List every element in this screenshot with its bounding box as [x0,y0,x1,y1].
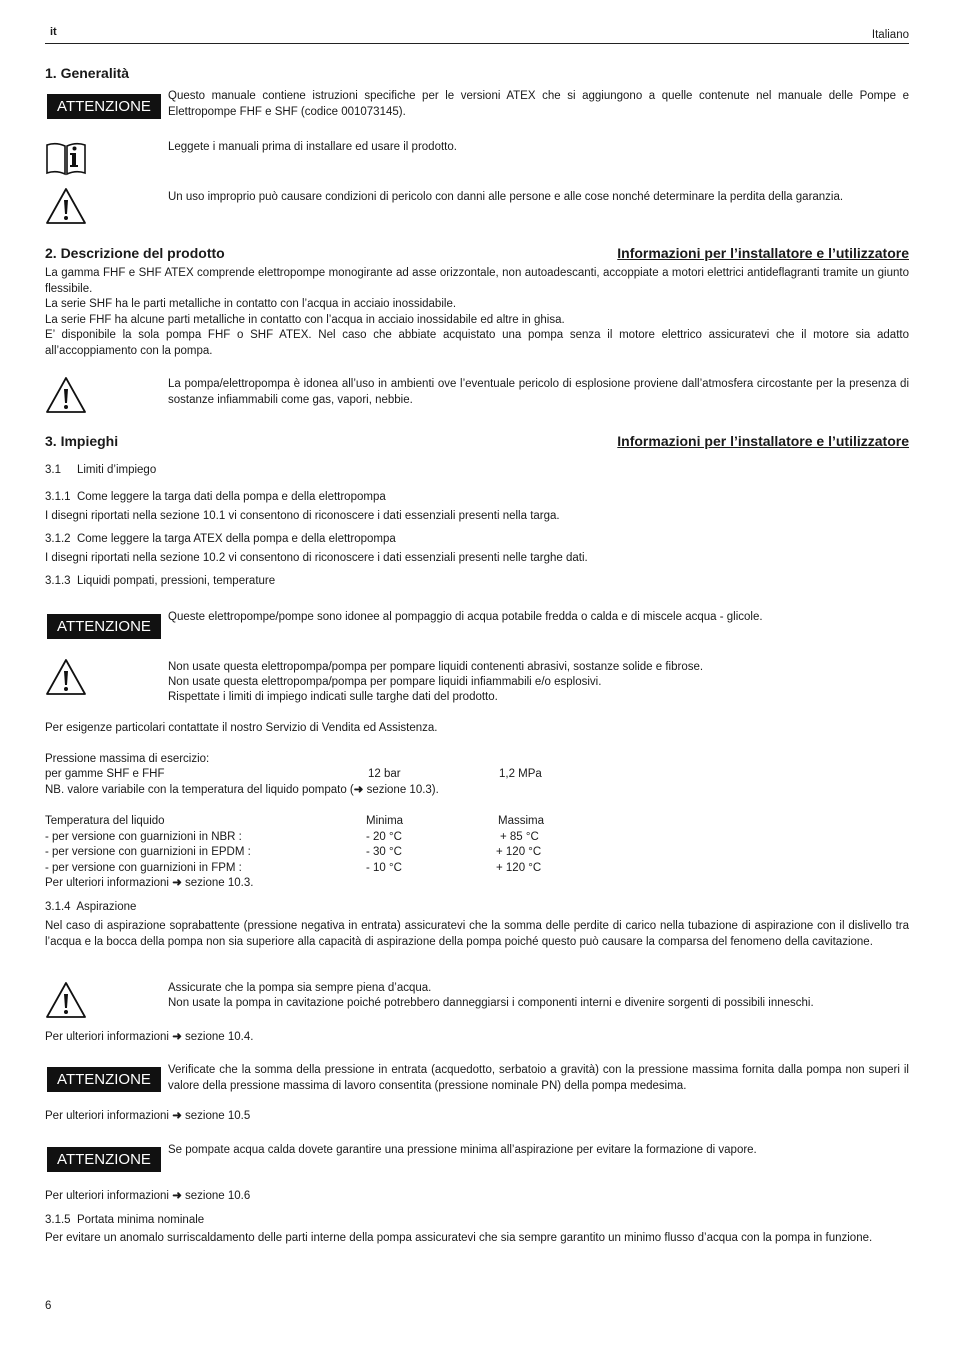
subsection-3-1-title: 3.1 Limiti d’impiego [45,464,157,476]
more-info-link [45,1109,250,1124]
temperature-row-min: - 30 °C [366,846,402,858]
arrow-right-icon: ➜ [172,1110,182,1122]
section-3-audience: Informazioni per l’installatore e l’utilizzatore [617,433,909,449]
warning-line: Non usate questa elettropompa/pompa per pompare liquidi contenenti abrasivi, sostanze solide e fibrose. [168,661,704,673]
attention-text: Queste elettropompe/pompe sono idonee al pompaggio di acqua potabile fredda o calda e di miscele acqua - glicole. [168,611,763,623]
attention-badge: ATTENZIONE [47,1147,161,1172]
page-number: 6 [45,1300,52,1312]
header-rule [45,43,909,44]
more-info-link [45,1030,253,1045]
temperature-row-min: - 20 °C [366,831,402,843]
section-ref: sezione 10.6 [181,1190,251,1202]
subsection-3-1-1-title: 3.1.1 Come leggere la targa dati della pompa e della elettropompa [45,491,386,503]
temperature-row-max: + 85 °C [500,831,539,843]
pressure-note [45,783,439,798]
warning-line: Non usate la pompa in cavitazione poiché potrebbero danneggiarsi i componenti interni e divenire sorgenti di possibili inneschi. [168,997,814,1009]
more-info-link [45,1189,250,1204]
more-info-text: Per ulteriori informazioni [45,877,169,889]
warning-icon [45,658,87,696]
arrow-right-icon: ➜ [172,1190,182,1202]
temperature-col-max: Massima [498,815,545,827]
pressure-bar-value: 12 bar [368,768,401,780]
section-1-title: 1. Generalità [45,65,130,81]
warning-line: Assicurate che la pompa sia sempre piena d’acqua. [168,982,432,994]
arrow-right-icon: ➜ [172,1031,182,1043]
section-ref: sezione 10.3. [181,877,254,889]
temperature-row-max: + 120 °C [496,846,542,858]
arrow-right-icon: ➜ [353,784,364,796]
paragraph: Nel caso di aspirazione soprabattente (pressione negativa in entrata) assicuratevi che la somma delle perdite di carico nella tubazione di aspirazione con il dislivello tra l’acqua e la bocca della pompa non sia superiore alla capacità di aspirazione della pompa poiché questo può causare la comparsa del fenomeno della cavitazione. [45,920,909,948]
warning-text: Un uso improprio può causare condizioni di pericolo con danni alle persone e alle cose nonché determinare la perdita della garanzia. [168,191,844,203]
language-label: Italiano [871,29,909,41]
paragraph: La gamma FHF e SHF ATEX comprende elettropompe monogirante ad asse orizzontale, non autoadescanti, accoppiate a motori elettrici antideflagranti tramite un giunto flessibile. [45,267,909,295]
section-2-title: 2. Descrizione del prodotto [45,245,225,261]
attention-text: Se pompate acqua calda dovete garantire una pressione minima all’aspirazione per evitare la formazione di vapore. [168,1144,757,1156]
attention-text: Verificate che la somma della pressione in entrata (acquedotto, serbatoio a gravità) con la pressione massima fornita dalla pompa non superi il valore della pressione massima di lavoro consentita (pressione nominale PN) della pompa medesima. [168,1064,909,1092]
more-info-link [45,876,253,891]
section-ref: sezione 10.5 [181,1110,251,1122]
attention-badge: ATTENZIONE [47,1067,161,1092]
pressure-heading: Pressione massima di esercizio: [45,753,210,765]
more-info-text: Per ulteriori informazioni [45,1110,169,1122]
manual-text: Leggete i manuali prima di installare ed usare il prodotto. [168,141,457,153]
temperature-row-min: - 10 °C [366,862,402,874]
attention-badge: ATTENZIONE [47,94,161,119]
subsection-3-1-2-title: 3.1.2 Come leggere la targa ATEX della pompa e della elettropompa [45,533,396,545]
subsection-3-1-4-title: 3.1.4 Aspirazione [45,901,137,913]
warning-icon [45,981,87,1019]
paragraph: La serie SHF ha le parti metalliche in contatto con l’acqua in acciaio inossidabile. [45,298,457,310]
pressure-mpa-value: 1,2 MPa [499,768,542,780]
pressure-note-text: NB. valore variabile con la temperatura del liquido pompato ( [45,784,354,796]
more-info-text: Per ulteriori informazioni [45,1031,169,1043]
section-2-audience: Informazioni per l’installatore e l’utilizzatore [617,245,909,261]
attention-badge: ATTENZIONE [47,614,161,639]
arrow-right-icon: ➜ [172,877,182,889]
subsection-3-1-5-title: 3.1.5 Portata minima nominale [45,1214,205,1226]
paragraph: I disegni riportati nella sezione 10.1 vi consentono di riconoscere i dati essenziali presenti nella targa. [45,510,560,522]
more-info-text: Per ulteriori informazioni [45,1190,169,1202]
pressure-note-ref: sezione 10.3). [363,784,439,796]
warning-text: La pompa/elettropompa è idonea all’uso in ambienti ove l’eventuale pericolo di esplosione proviene dall’atmosfera circostante per la presenza di sostanze infiammabili come gas, vapori, nebbie. [168,378,909,406]
pressure-row-label: per gamme SHF e FHF [45,768,165,780]
warning-icon [45,376,87,414]
temperature-row-label: - per versione con guarnizioni in EPDM : [45,846,251,858]
section-3-title: 3. Impieghi [45,433,119,449]
temperature-row-label: - per versione con guarnizioni in FPM : [45,862,242,874]
temperature-row-label: - per versione con guarnizioni in NBR : [45,831,242,843]
paragraph: Per esigenze particolari contattate il nostro Servizio di Vendita ed Assistenza. [45,722,438,734]
paragraph: E’ disponibile la sola pompa FHF o SHF ATEX. Nel caso che abbiate acquistato una pompa senza il motore elettrico assicuratevi che il motore sia adatto all’accoppiamento con la pompa. [45,329,909,357]
paragraph: I disegni riportati nella sezione 10.2 vi consentono di riconoscere i dati essenziali presenti nelle targhe dati. [45,552,588,564]
warning-icon [45,187,87,225]
language-code: it [50,26,57,38]
warning-line: Non usate questa elettropompa/pompa per pompare liquidi infiammabili e/o esplosivi. [168,676,602,688]
temperature-row-max: + 120 °C [496,862,542,874]
temperature-col-min: Minima [366,815,404,827]
subsection-3-1-3-title: 3.1.3 Liquidi pompati, pressioni, temperature [45,575,276,587]
attention-text: Questo manuale contiene istruzioni specifiche per le versioni ATEX che si aggiungono a quelle contenute nel manuale delle Pompe e Elettropompe FHF e SHF (codice 001073145). [168,90,909,118]
paragraph: La serie FHF ha alcune parti metalliche in contatto con l’acqua in acciaio inossidabile ed altre in ghisa. [45,314,565,326]
temperature-heading: Temperatura del liquido [45,815,165,827]
read-manual-icon [45,141,87,177]
warning-line: Rispettate i limiti di impiego indicati sulle targhe dati del prodotto. [168,691,498,703]
paragraph: Per evitare un anomalo surriscaldamento delle parti interne della pompa assicuratevi che sia sempre garantito un minimo flusso d’acqua con la pompa in funzione. [45,1232,873,1244]
section-ref: sezione 10.4. [181,1031,254,1043]
